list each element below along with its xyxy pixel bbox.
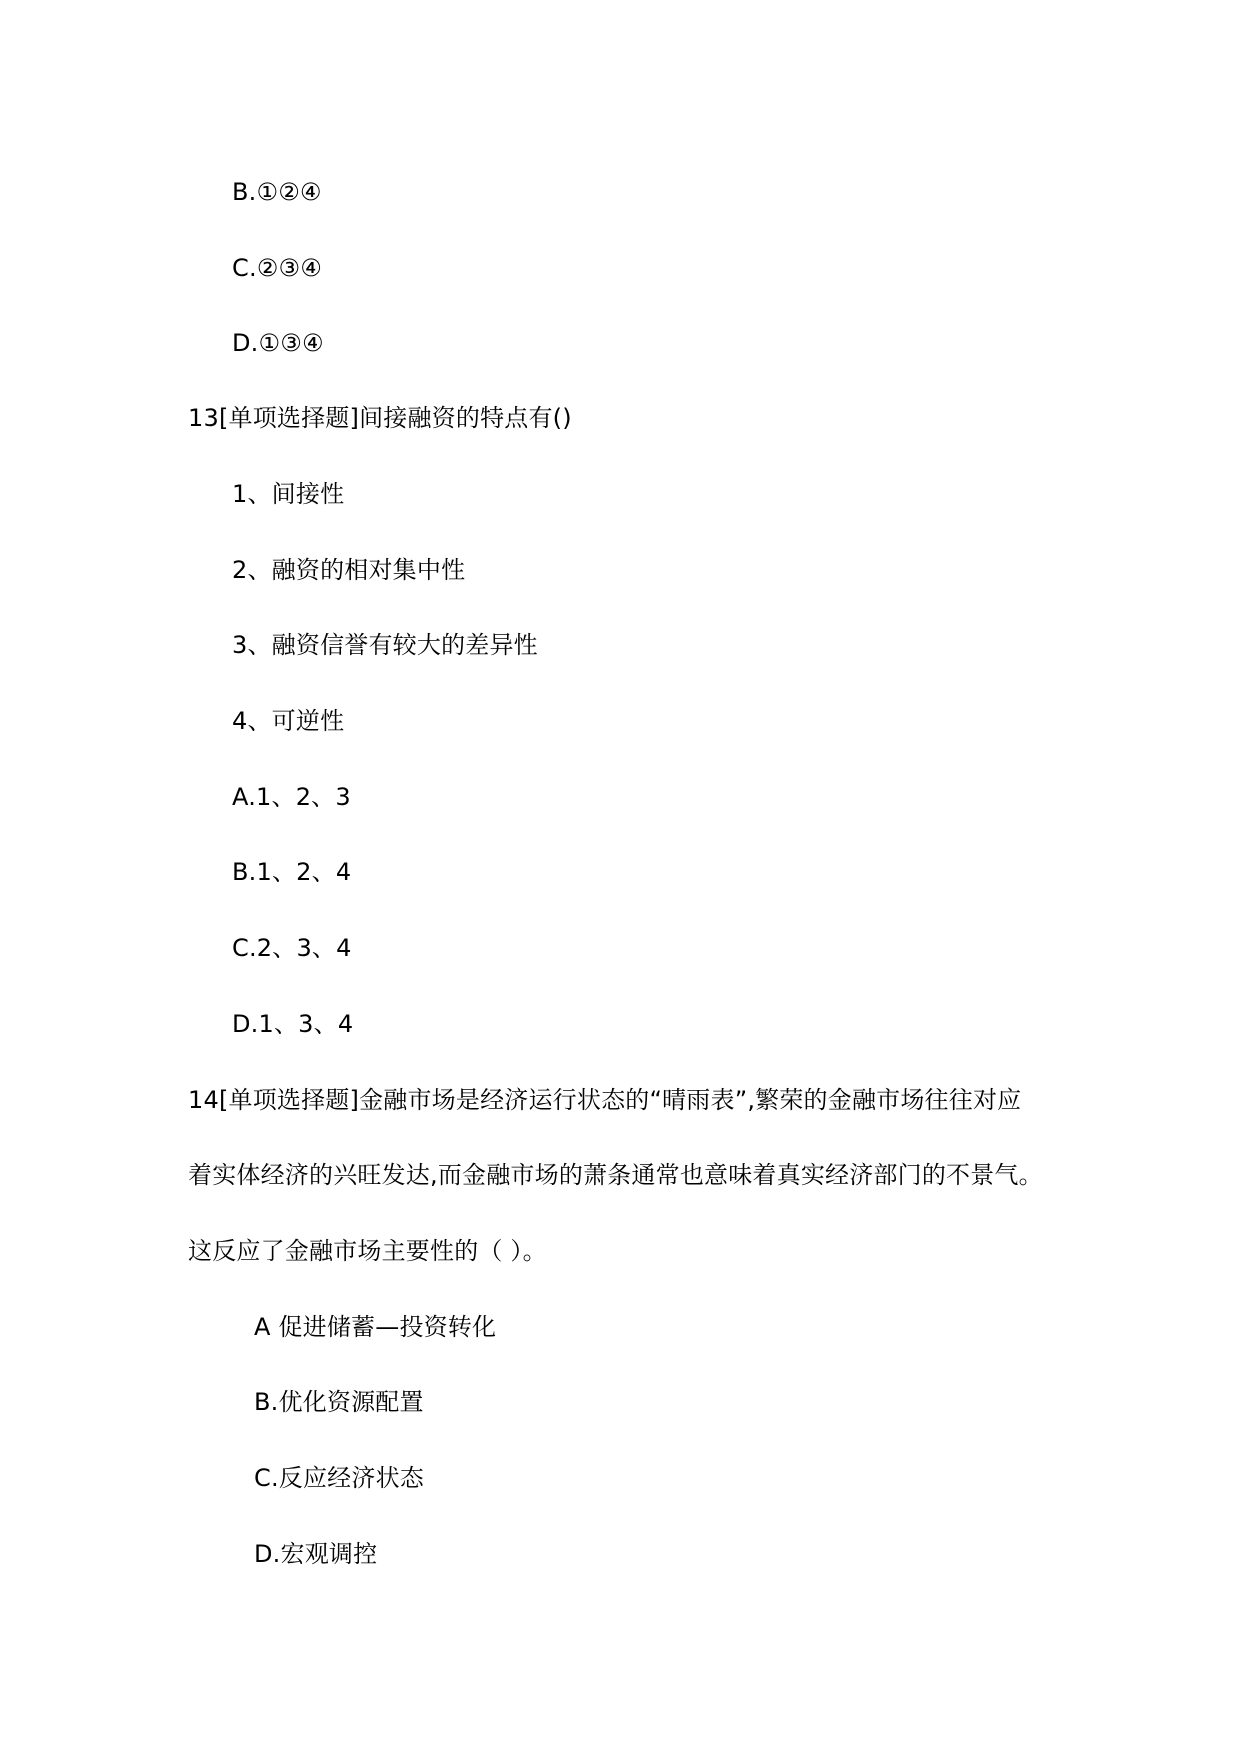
q14-option-d: D.宏观调控: [254, 1540, 378, 1568]
q13-stem: 13[单项选择题]间接融资的特点有(): [188, 404, 572, 432]
q14-stem-line-2: 着实体经济的兴旺发达,而金融市场的萧条通常也意味着真实经济部门的不景气。: [188, 1161, 1043, 1189]
q14-stem-line-1: 14[单项选择题]金融市场是经济运行状态的“晴雨表”,繁荣的金融市场往往对应: [188, 1086, 1022, 1114]
q14-option-c: C.反应经济状态: [254, 1464, 424, 1492]
q13-item-3: 3、融资信誉有较大的差异性: [232, 631, 538, 659]
q13-option-d: D.1、3、4: [232, 1010, 354, 1038]
q13-option-a: A.1、2、3: [232, 783, 351, 811]
q13-item-1: 1、间接性: [232, 480, 345, 508]
q13-option-b: B.1、2、4: [232, 858, 352, 886]
q12-option-d: D.①③④: [232, 329, 324, 357]
q12-option-c: C.②③④: [232, 254, 322, 282]
q13-option-c: C.2、3、4: [232, 934, 352, 962]
q14-option-b: B.优化资源配置: [254, 1388, 424, 1416]
q14-option-a: A 促进储蓄—投资转化: [254, 1313, 497, 1341]
q13-item-2: 2、融资的相对集中性: [232, 556, 466, 584]
q13-item-4: 4、可逆性: [232, 707, 345, 735]
q12-option-b: B.①②④: [232, 178, 322, 206]
q14-stem-line-3: 这反应了金融市场主要性的（ ）。: [188, 1237, 547, 1265]
